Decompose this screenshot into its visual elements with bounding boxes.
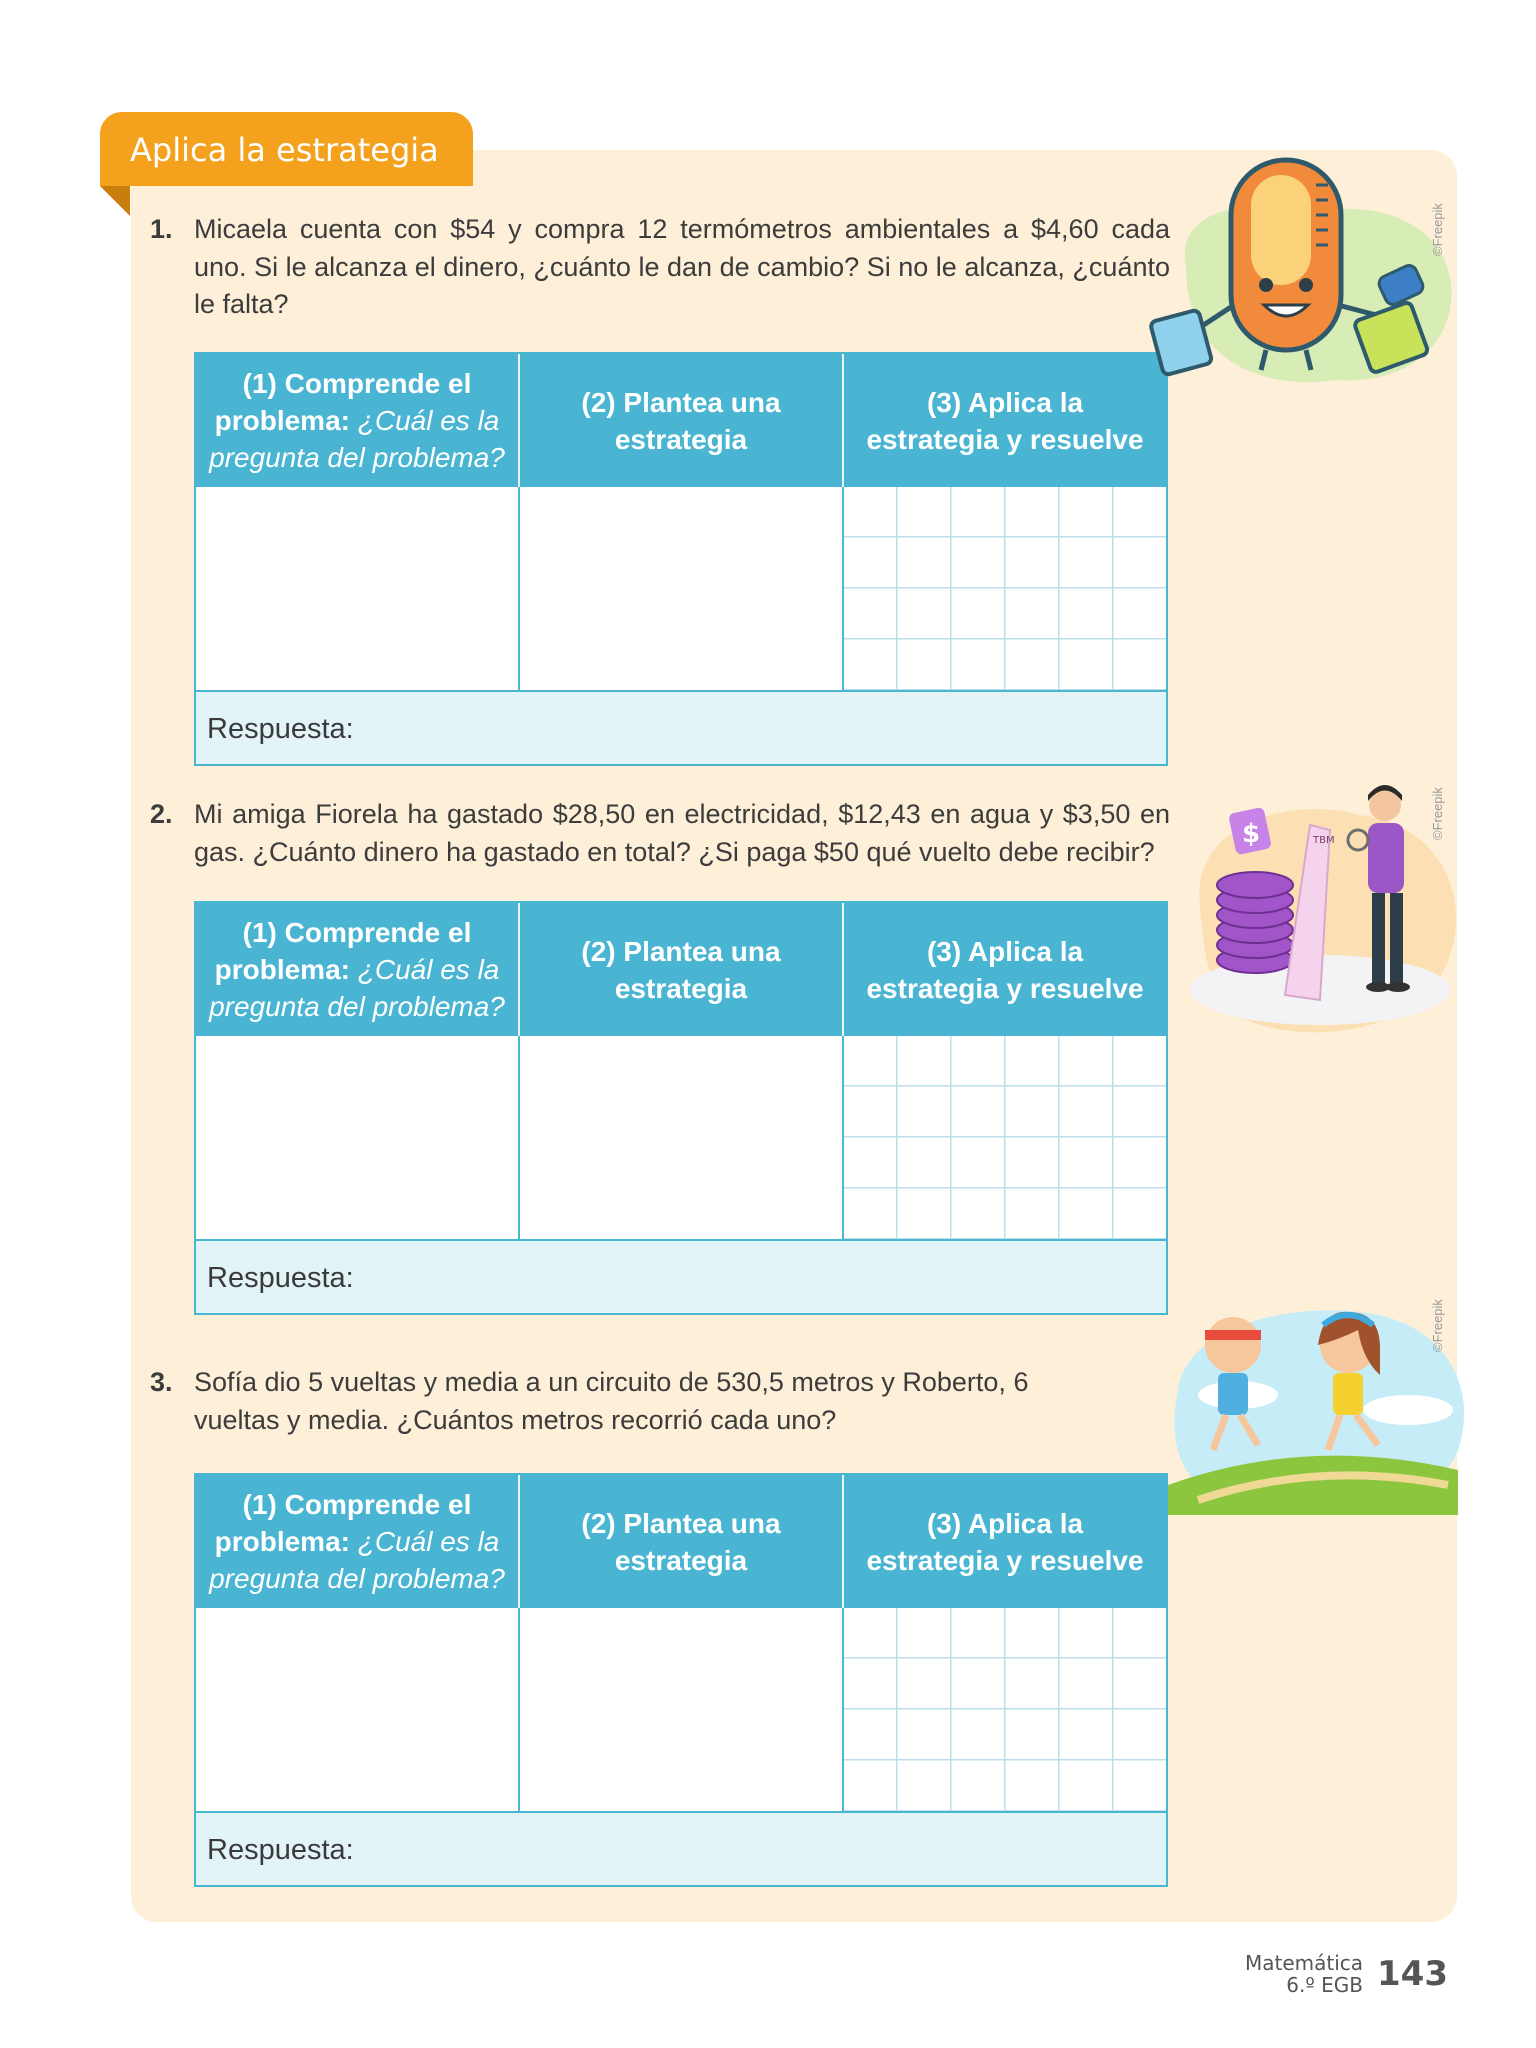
aplica-grid-field[interactable] [844,1036,1166,1239]
aplica-grid-field[interactable] [844,1608,1166,1811]
table-header-row [196,903,1166,1036]
answer-field[interactable]: Respuesta: [196,692,1166,764]
table-work-row [196,1608,1166,1813]
header-plantea: (2) Plantea una estrategia [520,354,844,487]
header-aplica: (3) Aplica la estrategia y resuelve [866,386,1144,455]
table-header-row [196,1475,1166,1608]
answer-field[interactable]: Respuesta: [196,1813,1166,1885]
spending-illustration [1180,785,1470,1045]
problem-1 [150,211,1170,324]
problem-number: 1. [150,214,173,244]
problem-2-table [194,901,1168,1315]
table-work-row [196,1036,1166,1241]
dollar-sign-icon: $ [1242,819,1261,849]
problem-2 [150,796,1170,871]
thermometer-illustration [1146,155,1466,385]
problem-text: Mi amiga Fiorela ha gastado $28,50 en electricidad, $12,43 en agua y $3,50 en gas. ¿Cuánto dinero ha gastado en total? ¿Si paga $50 qué vuelto debe recibir? [194,799,1170,867]
footer-grade: 6.º EGB [1286,1973,1364,1997]
problem-3-table [194,1473,1168,1887]
problem-text: Sofía dio 5 vueltas y media a un circuito de 530,5 metros y Roberto, 6 vueltas y media. ¿Cuántos metros recorrió cada uno? [194,1367,1029,1435]
page-number: 143 [1377,1954,1448,1994]
footer-subject-block [1245,1952,1363,1996]
comprende-field[interactable] [196,1608,520,1811]
comprende-field[interactable] [196,1036,520,1239]
problem-3 [150,1364,1170,1439]
plantea-field[interactable] [520,1608,844,1811]
footer-subject: Matemática [1244,1951,1364,1975]
section-tab: Aplica la estrategia [100,112,473,186]
header-comprende: (1) Comprende el problema: ¿Cuál es la pregunta del problema? [196,1475,520,1608]
page-footer [1245,1952,1448,1996]
problem-number: 2. [150,799,173,829]
header-aplica: (3) Aplica la estrategia y resuelve [866,1507,1144,1576]
aplica-grid-field[interactable] [844,487,1166,690]
header-plantea: (2) Plantea una estrategia [520,1475,844,1608]
answer-field[interactable]: Respuesta: [196,1241,1166,1313]
plantea-field[interactable] [520,487,844,690]
problem-1-table [194,352,1168,766]
plantea-field[interactable] [520,1036,844,1239]
image-credit: ©Freepik [1430,1299,1445,1352]
problem-text: Micaela cuenta con $54 y compra 12 termómetros ambientales a $4,60 cada uno. Si le alcanza el dinero, ¿cuánto le dan de cambio? Si no le alcanza, ¿cuánto le falta? [194,214,1170,319]
section-tab-fold [100,186,130,216]
receipt-label: TBM [1313,835,1335,846]
kids-running-illustration [1158,1300,1470,1515]
image-credit: ©Freepik [1430,203,1445,256]
header-comprende: (1) Comprende el problema: ¿Cuál es la pregunta del problema? [196,354,520,487]
image-credit: ©Freepik [1430,787,1445,840]
header-comprende: (1) Comprende el problema: ¿Cuál es la pregunta del problema? [196,903,520,1036]
header-plantea: (2) Plantea una estrategia [520,903,844,1036]
table-header-row [196,354,1166,487]
table-work-row [196,487,1166,692]
comprende-field[interactable] [196,487,520,690]
header-aplica: (3) Aplica la estrategia y resuelve [866,935,1144,1004]
problem-number: 3. [150,1367,173,1397]
